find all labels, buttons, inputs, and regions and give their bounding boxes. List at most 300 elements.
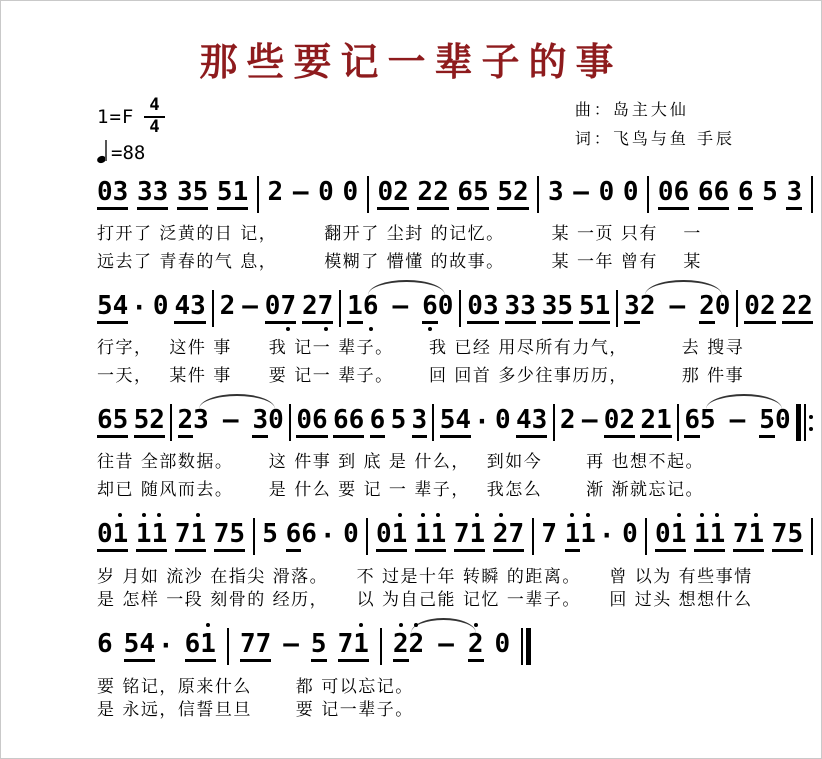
beam-underline [468,631,484,662]
note-token [762,177,778,208]
note-digit: 7 [280,293,296,319]
note-token [505,293,536,324]
note-digit: 0 [343,519,359,550]
beam-underline [265,293,296,324]
beam-underline [124,631,155,662]
beam-underline [422,293,438,324]
note-token [658,179,689,210]
barline [553,404,555,441]
beam-underline [542,293,573,324]
high-octave-dot [586,513,590,517]
note-token [311,631,327,662]
note-digit: 0 [377,177,394,208]
note-digit: 6 [457,177,474,208]
barline [227,628,229,665]
note-digit: 0 [376,519,392,550]
note-digit: 2 [409,631,425,657]
barline [253,518,255,555]
barline [811,518,813,555]
note-token [559,405,576,436]
final-thin-bar [521,628,523,665]
note-token [393,631,424,662]
high-octave-dot [754,513,758,517]
duration-dash: – [222,405,239,436]
time-signature [144,96,164,137]
note-token [542,293,573,324]
note-digit: 1 [232,177,249,208]
note-token [134,407,165,438]
note-digit: 5 [262,519,278,550]
tie-group [178,407,284,438]
note-token [622,519,638,550]
note-digit: 0 [598,177,615,208]
beam-underline [684,407,700,438]
barline [170,404,172,441]
note-token [694,521,725,552]
low-octave-dot [428,327,432,331]
note-digit: 2 [393,631,409,657]
beam-underline [415,521,446,552]
note-token [417,179,448,210]
note-digit: 6 [97,629,113,660]
note-token [137,179,168,210]
note-token [698,179,729,210]
beam-underline [624,293,640,324]
note-digit: 6 [713,177,730,208]
note-digit: 6 [97,405,113,436]
barline [432,404,434,441]
augmentation-dot: · [598,521,615,552]
note-digit: 3 [190,291,206,322]
beam-underline [302,293,333,324]
note-token [265,293,296,324]
note-digit: 4 [515,405,532,436]
beam-underline [296,407,327,438]
note-digit: 5 [762,177,778,208]
beam-underline [579,293,610,324]
barline [677,404,679,441]
note-token [97,629,113,660]
note-token [565,521,615,552]
barline [339,290,341,327]
note-token [338,631,369,662]
note-digit: 3 [176,177,193,208]
note-digit: 1 [694,521,710,547]
system-2 [97,293,813,385]
note-digit: 7 [255,629,272,660]
note-digit: 3 [786,177,803,208]
note-token [252,407,283,438]
beam-underline [786,179,802,210]
note-digit: 2 [219,291,236,322]
note-digit: 4 [112,291,129,322]
beam-underline [97,179,128,210]
augmentation-dot: · [157,631,174,662]
note-digit: 5 [557,291,574,322]
duration-dash: – [581,405,598,436]
note-digit: 2 [759,291,776,322]
beam-underline [377,179,408,210]
note-digit: 0 [622,177,639,208]
note-digit: 4 [139,629,155,660]
system-5 [97,631,813,719]
beam-underline [136,521,167,552]
tempo-value: =88 [111,142,146,165]
note-digit: 0 [437,291,454,322]
note-token [178,407,209,438]
note-digit: 2 [393,177,409,208]
note-digit: 0 [657,177,674,208]
system-3 [97,407,813,499]
note-digit: 0 [622,519,638,550]
note-digit: 1 [710,521,726,547]
note-digit: 3 [531,405,548,436]
barline [366,518,368,555]
note-digit: 0 [97,177,113,208]
beam-underline [516,407,547,438]
note-token [343,519,359,550]
note-digit: 4 [174,291,191,322]
note-digit: 7 [239,629,256,660]
beam-underline [772,521,803,552]
meta-row [97,96,735,163]
note-digit: 5 [390,405,407,436]
note-token [377,179,408,210]
barline [380,628,382,665]
note-digit: 6 [333,405,349,436]
note-digit: 3 [152,177,169,208]
note-token [494,629,511,660]
score [97,179,813,719]
note-token [97,293,147,324]
high-octave-dot [196,513,200,517]
note-token [286,521,336,552]
lyricist-credit: 词：飞鸟与鱼 手辰 [574,128,735,148]
high-octave-dot [414,623,418,627]
lyric-line-1b: 远去了 青春的气 息， 模糊了 懵懂 的故事。 某 一年 曾有 某 [97,252,702,273]
tie-group [347,293,453,324]
note-digit: 3 [547,177,564,208]
key-tempo-block [97,96,165,163]
high-octave-dot [436,513,440,517]
note-digit: 0 [495,405,511,436]
high-octave-dot [475,513,479,517]
beam-underline [497,179,528,210]
note-digit: 6 [285,519,302,550]
beam-underline [370,407,386,438]
barline [537,176,539,213]
high-octave-dot [399,623,403,627]
note-digit: 1 [136,521,152,547]
note-digit: 2 [417,177,434,208]
high-octave-dot [359,623,363,627]
note-digit: 7 [541,519,557,550]
note-token [333,407,364,438]
note-digit: 5 [473,177,489,208]
note-token [152,291,169,322]
note-token [97,521,128,552]
note-digit: 3 [252,405,269,436]
lyric-line-5a: 要 铭记，原来什么 都 可以忘记。 [97,677,414,698]
beam-underline [658,179,689,210]
lyric-line-2b: 一天， 某件 事 要 记一 辈子。 回 回首 多少往事历历， 那 件事 [97,366,745,387]
note-digit: 7 [453,519,470,550]
note-digit: 1 [656,405,672,436]
final-barline [521,628,531,665]
beam-underline [640,407,671,438]
beam-underline [505,293,536,324]
note-digit: 2 [267,177,284,208]
note-digit: 2 [468,631,484,657]
beam-underline [699,293,715,324]
quarter-note-icon [97,139,108,163]
note-digit: 2 [559,405,576,436]
note-digit: 1 [671,521,687,547]
note-digit: 0 [467,291,483,322]
beam-underline [782,293,813,324]
note-digit: 5 [229,519,246,550]
note-token [782,293,813,324]
beam-underline [97,521,128,552]
note-token [97,407,128,438]
note-token [772,521,803,552]
note-token [467,293,498,324]
barline [289,404,291,441]
note-digit: 2 [699,291,715,322]
beam-underline [493,521,524,552]
duration-dash: – [669,291,686,322]
note-token [217,179,248,210]
beam-underline [733,521,764,552]
note-token [624,293,655,324]
beam-underline [137,179,168,210]
note-token [547,177,564,208]
notation-line-3 [97,407,813,441]
note-digit: 6 [673,177,690,208]
beam-underline [338,631,369,662]
barline [367,176,369,213]
repeat-sign-icon [796,404,813,441]
note-token [175,521,206,552]
note-digit: 2 [639,291,656,322]
lyric-line-5b: 是 永远，信誓旦旦 要 记一辈子。 [97,700,414,721]
note-digit: 5 [787,519,804,550]
note-digit: 3 [624,291,640,322]
duration-dash: – [292,177,309,208]
tie-group [393,631,484,662]
beam-underline [440,407,471,438]
note-digit: 0 [603,405,620,436]
beam-underline [97,293,128,324]
note-token [598,177,615,208]
note-digit: 1 [191,521,207,547]
note-digit: 1 [470,521,486,547]
note-digit: 7 [732,519,749,550]
beam-underline [174,293,205,324]
barline [645,518,647,555]
composer-credit: 曲：岛主大仙 [574,100,689,119]
note-token [541,519,557,550]
beam-underline [393,631,409,662]
augmentation-dot: · [319,521,336,552]
beam-underline [759,407,775,438]
note-digit: 5 [192,177,209,208]
note-digit: 0 [97,519,113,550]
note-token [136,521,167,552]
barline [647,176,649,213]
beam-underline [134,407,165,438]
note-digit: 5 [759,405,775,436]
lyric-line-3b: 却已 随风而去。 是 什么 要 记 一 辈子， 我怎么 渐 渐就忘记。 [97,480,705,501]
note-digit: 2 [149,405,165,436]
beam-underline [744,293,775,324]
note-digit: 6 [737,177,754,208]
high-octave-dot [677,513,681,517]
note-digit: 7 [771,519,788,550]
lyric-line-2a: 行字， 这件 事 我 记一 辈子。 我 已经 用尽所有力气， 去 搜寻 [97,338,745,359]
duration-dash: – [392,291,409,322]
note-digit: 2 [619,405,636,436]
note-token [296,407,327,438]
duration-dash: – [438,629,454,660]
note-token [440,407,490,438]
note-digit: 5 [133,405,150,436]
note-digit: 5 [497,177,513,208]
note-token [412,407,428,438]
note-digit: 6 [697,177,714,208]
note-token [174,293,205,324]
note-token [342,177,359,208]
note-digit: 0 [318,177,334,208]
note-digit: 1 [415,521,431,547]
repeat-dots [809,404,813,441]
note-digit: 5 [216,177,233,208]
beam-underline [185,631,216,662]
beam-underline [655,521,686,552]
credits-block [575,96,735,154]
tempo-marking [97,139,165,163]
note-digit: 3 [136,177,153,208]
note-token [733,521,764,552]
note-token [318,177,334,208]
beam-underline [417,179,448,210]
note-token [267,177,284,208]
lyric-line-4a: 岁 月如 流沙 在指尖 滑落。 不 过是十年 转瞬 的距离。 曾 以为 有些事情 [97,567,753,588]
note-digit: 5 [439,405,456,436]
note-token [497,179,528,210]
key-signature [97,96,165,137]
barline [212,290,214,327]
note-token [422,293,453,324]
note-digit: 1 [200,631,216,657]
high-octave-dot [157,513,161,517]
note-digit: 7 [508,519,525,550]
beam-underline [457,179,488,210]
note-token [185,631,216,662]
low-octave-dot [324,327,328,331]
note-digit: 7 [318,293,334,319]
note-token [454,521,485,552]
repeat-thick-bar [796,404,801,441]
note-digit: 1 [594,291,611,322]
notation-line-5 [97,631,813,665]
barline [736,290,738,327]
note-digit: 1 [113,521,129,547]
note-digit: 0 [264,291,281,322]
high-octave-dot [570,513,574,517]
note-digit: 4 [455,405,472,436]
tie-group [624,293,730,324]
duration-dash: – [242,291,258,322]
high-octave-dot [499,513,503,517]
note-digit: 2 [781,291,798,322]
note-digit: 2 [640,405,657,436]
beam-underline [178,407,194,438]
note-digit: 6 [348,405,365,436]
note-digit: 3 [520,291,536,322]
note-token [262,519,278,550]
note-token [786,179,802,210]
note-digit: 3 [504,291,521,322]
note-digit: 1 [353,631,369,657]
note-digit: 6 [684,405,700,436]
note-digit: 2 [797,291,813,322]
repeat-thin-bar [804,404,806,441]
note-digit: 3 [411,405,428,436]
beam-underline [698,179,729,210]
tie-group [684,407,790,438]
note-digit: 1 [392,521,408,547]
barline [616,290,618,327]
beam-underline [412,407,428,438]
beam-underline [467,293,498,324]
notation-line-4 [97,521,813,555]
note-token [699,293,730,324]
note-digit: 2 [493,521,509,547]
lyric-line-1a: 打开了 泛黄的日 记， 翻开了 尘封 的记忆。 某 一页 只有 一 [97,224,702,245]
note-digit: 5 [579,291,595,322]
note-token [468,631,484,662]
note-digit: 6 [301,519,317,550]
note-digit: 1 [152,521,168,547]
note-digit: 5 [699,405,716,436]
lyric-line-4b: 是 怎样 一段 刻骨的 经历， 以 为自己能 记忆 一辈子。 回 过头 想想什么 [97,590,753,611]
high-octave-dot [421,513,425,517]
beam-underline [376,521,407,552]
note-digit: 1 [580,521,596,547]
beam-underline [333,407,364,438]
note-digit: 0 [152,291,169,322]
augmentation-dot: · [131,293,147,324]
note-token [415,521,446,552]
beam-underline [694,521,725,552]
barline [532,518,534,555]
note-token [604,407,635,438]
note-token [302,293,333,324]
low-octave-dot [369,327,373,331]
beam-underline [604,407,635,438]
beam-underline [454,521,485,552]
high-octave-dot [700,513,704,517]
note-token [516,407,547,438]
lyric-line-3a: 往昔 全部数据。 这 件事 到 底 是 什么， 到如今 再 也想不起。 [97,452,705,473]
high-octave-dot [715,513,719,517]
beam-underline [286,521,302,552]
note-digit: 0 [774,405,791,436]
beam-underline [214,521,245,552]
note-token [579,293,610,324]
page-title: 那些要记一辈子的事 [199,39,623,84]
